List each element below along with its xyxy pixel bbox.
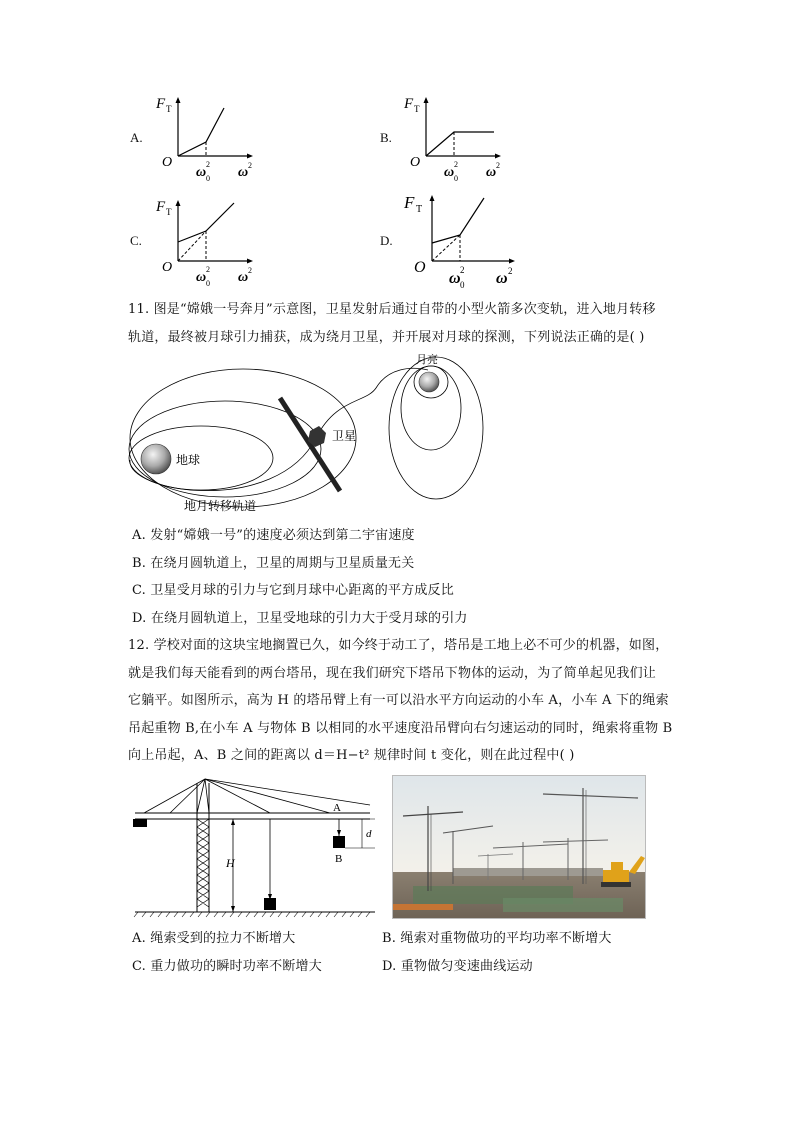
x-tick-sub: 0	[206, 279, 210, 288]
height-label: H	[226, 856, 235, 870]
distant-buildings	[453, 868, 603, 876]
x-tick-sup: 2	[206, 160, 210, 169]
x-label: ω	[238, 270, 249, 285]
question-11-options	[132, 522, 672, 632]
graph-option-b	[380, 92, 520, 187]
graph-c-svg	[150, 195, 275, 290]
x-axis-arrow	[247, 259, 253, 264]
earth-sphere	[141, 444, 171, 474]
x-tick-label: ω	[449, 270, 461, 287]
y-label-sub: T	[166, 104, 172, 114]
x-tick-sub: 0	[206, 174, 210, 183]
ground-weight	[264, 898, 276, 910]
weight-b	[333, 836, 345, 848]
option-b[interactable]: B. 在绕月圆轨道上，卫星的周期与卫星质量无关	[132, 555, 415, 571]
satellite-label: 卫星	[332, 429, 357, 443]
question-12-stem	[128, 632, 698, 770]
option-letter: B.	[380, 130, 392, 145]
option-letter: A.	[130, 130, 143, 145]
x-label: ω	[496, 270, 508, 287]
y-label: F	[156, 199, 166, 215]
y-axis-arrow	[424, 97, 429, 103]
d-label: d	[366, 828, 372, 840]
graph-option-a	[130, 92, 270, 187]
moon-label: 月亮	[416, 354, 438, 366]
option-c[interactable]: C. 卫星受月球的引力与它到月球中心距离的平方成反比	[132, 583, 454, 598]
orange-fence	[393, 904, 453, 910]
tarp-green-2	[503, 898, 623, 912]
question-12-line-2: 就是我们每天能看到的两台塔吊，现在我们研究下塔吊下物体的运动，为了简单起见我们让	[128, 665, 657, 681]
x-tick-sup: 2	[460, 265, 465, 275]
lunar-orbit-diagram	[126, 348, 496, 518]
question-12-line-1: 12. 学校对面的这块宝地搁置已久，如今终于动工了，塔吊是工地上必不可少的机器，如图，	[128, 638, 669, 653]
x-tick-label: ω	[196, 165, 207, 180]
x-tick-sup: 2	[454, 160, 458, 169]
x-label-sup: 2	[508, 266, 513, 276]
photo-svg	[393, 776, 645, 918]
satellite-panel	[280, 398, 340, 491]
x-label-sup: 2	[248, 161, 252, 170]
graph-option-c	[130, 195, 270, 290]
y-axis-arrow	[430, 195, 435, 201]
x-axis-arrow	[495, 154, 501, 159]
origin-label: O	[414, 259, 426, 276]
transfer-orbit-path	[130, 368, 428, 490]
option-letter: C.	[130, 233, 142, 248]
x-axis-arrow	[509, 259, 515, 264]
y-label: F	[404, 96, 414, 112]
tower-top	[197, 779, 209, 813]
option-a[interactable]: A. 绳索受到的拉力不断增大	[132, 931, 296, 946]
x-label-sup: 2	[248, 266, 252, 275]
x-tick-sub: 0	[460, 280, 465, 290]
x-tick-sub: 0	[454, 174, 458, 183]
label-a: A	[333, 802, 341, 814]
curve	[426, 132, 494, 156]
x-axis-arrow	[247, 154, 253, 159]
construction-site-photo	[392, 775, 646, 919]
height-arrow-down	[231, 906, 235, 912]
label-b: B	[335, 853, 343, 865]
origin-label: O	[162, 155, 173, 170]
x-label-sup: 2	[496, 161, 500, 170]
option-letter: D.	[380, 233, 393, 248]
y-axis-arrow	[176, 200, 181, 206]
height-arrow-up	[231, 819, 235, 825]
tower-crane-diagram	[130, 775, 380, 920]
counterweight	[133, 819, 147, 827]
question-12-line-3: 它躺平。如图所示，高为 H 的塔吊臂上有一可以沿水平方向运动的小车 A，小车 A 下的绳索	[128, 693, 669, 708]
x-label: ω	[238, 165, 249, 180]
transfer-orbit-label: 地月转移轨道	[184, 499, 257, 513]
y-label-sub: T	[166, 207, 172, 217]
question-11-stem	[128, 296, 688, 351]
option-d[interactable]: D. 重物做匀变速曲线运动	[382, 959, 533, 974]
graph-d-svg	[398, 190, 533, 290]
x-tick-label: ω	[196, 270, 207, 285]
dashed-diagonal	[178, 231, 206, 261]
y-label-sub: T	[414, 104, 420, 114]
earth-label: 地球	[176, 453, 201, 467]
question-12-line-5: 向上吊起，A、B 之间的距离以 d＝H−t² 规律时间 t 变化，则在此过程中( )	[128, 748, 575, 763]
option-c[interactable]: C. 重力做功的瞬时功率不断增大	[132, 959, 322, 974]
option-d[interactable]: D. 在绕月圆轨道上，卫星受地球的引力大于受月球的引力	[132, 610, 468, 626]
question-11-line-1: 11. 图是“嫦娥一号奔月”示意图，卫星发射后通过自带的小型火箭多次变轨，进入地月转移	[128, 302, 656, 317]
curve	[178, 108, 224, 156]
rope-a-b-arrow	[337, 830, 341, 836]
cable-left	[144, 779, 205, 813]
y-label-sub: T	[416, 204, 423, 215]
option-b[interactable]: B. 绳索对重物做功的平均功率不断增大	[382, 931, 612, 946]
y-axis-arrow	[176, 97, 181, 103]
question-12-line-4: 吊起重物 B,在小车 A 与物体 B 以相同的水平速度沿吊臂向右匀速运动的同时，绳索将重物 B	[128, 720, 673, 736]
y-label: F	[156, 96, 166, 112]
graph-option-d	[380, 190, 530, 290]
option-a[interactable]: A. 发射“嫦娥一号”的速度必须达到第二宇宙速度	[132, 528, 415, 543]
question-12-options	[132, 925, 652, 985]
y-label: F	[404, 193, 415, 212]
origin-label: O	[162, 260, 173, 275]
graph-b-svg	[398, 92, 523, 187]
origin-label: O	[410, 155, 421, 170]
tower-lattice	[197, 819, 209, 907]
x-label: ω	[486, 165, 497, 180]
ground-hatch	[134, 912, 370, 917]
x-tick-label: ω	[444, 165, 455, 180]
x-tick-sup: 2	[206, 265, 210, 274]
graph-a-svg	[150, 92, 270, 187]
question-11-line-2: 轨道，最终被月球引力捕获，成为绕月卫星，并开展对月球的探测，下列说法正确的是( )	[128, 329, 645, 345]
moon-sphere	[419, 372, 439, 392]
